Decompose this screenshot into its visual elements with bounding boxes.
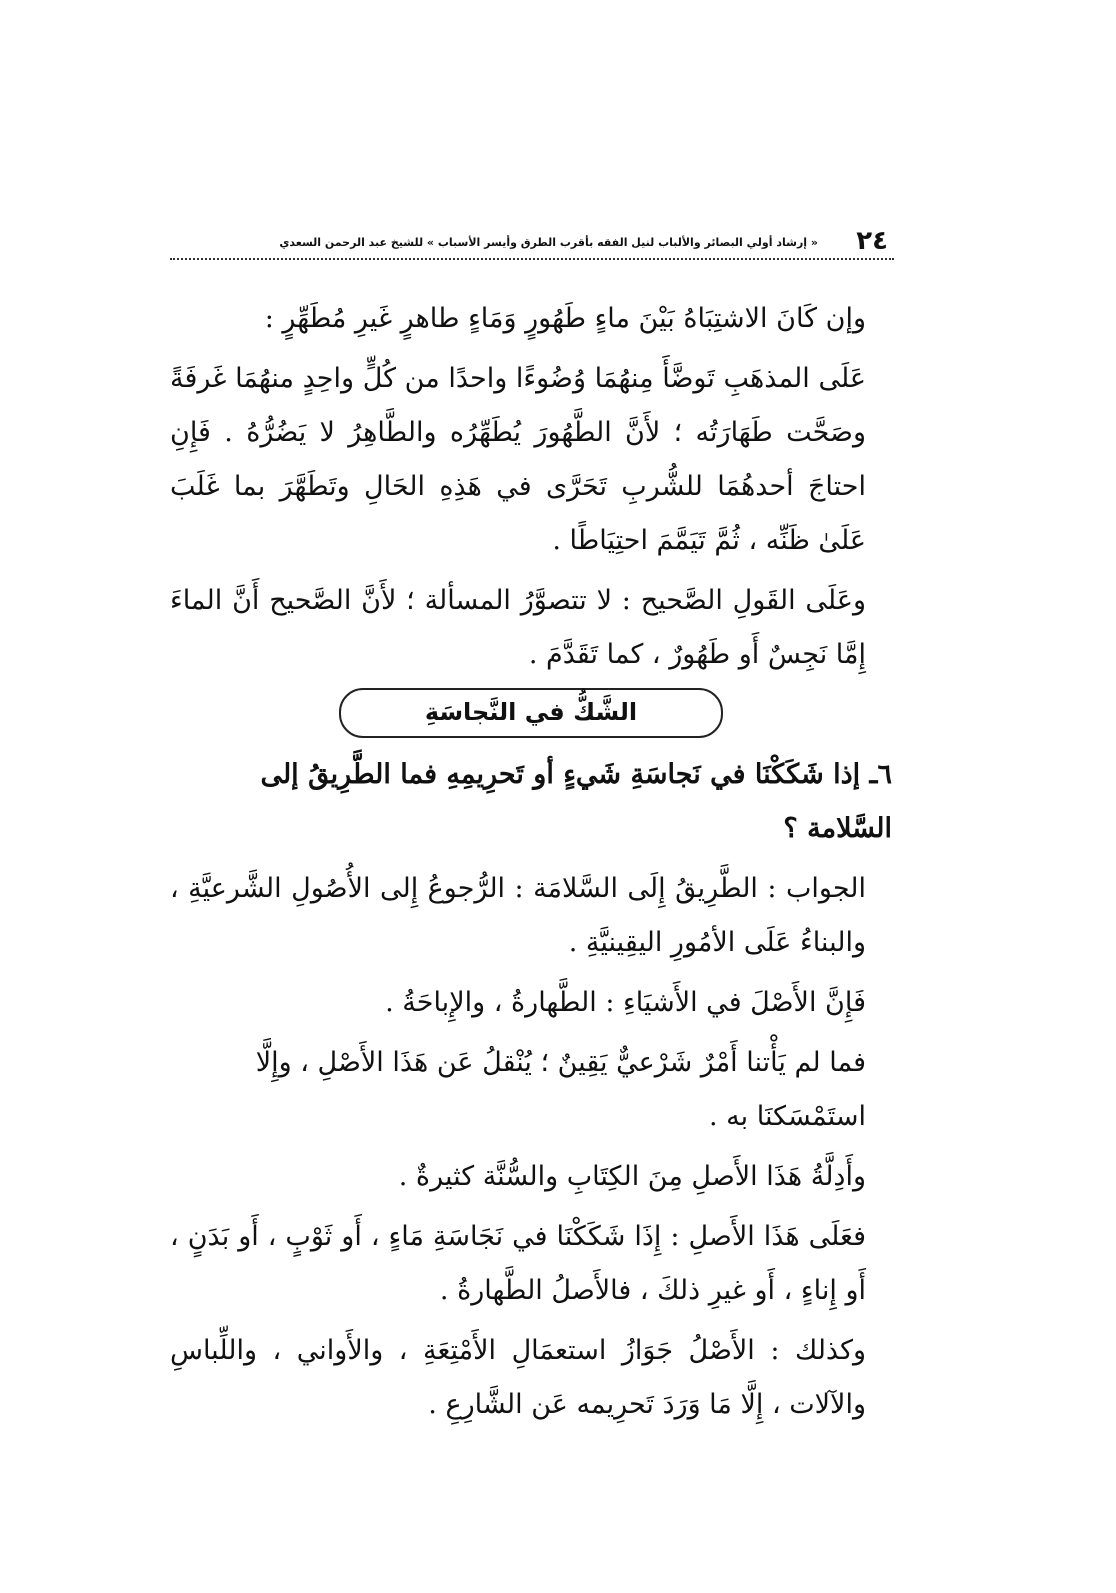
section-heading: الشَّكُّ في النَّجاسَةِ — [339, 688, 723, 738]
answer-paragraph: وكذلك : الأَصْلُ جَوَازُ استعمَالِ الأَمْتِعَةِ ، والأَواني ، واللِّباسِ والآلات ، إِلَّا مَا وَرَدَ تَحرِيمه عَن الشَّارِعِ . — [170, 1335, 866, 1420]
page-body — [170, 292, 892, 1438]
running-title: « إرشاد أولي البصائر والألباب لنيل الفقه بأقرب الطرق وأيسر الأسباب » للشيخ عبد الرحمن السعدي — [279, 236, 818, 249]
answer-paragraph: فعَلَى هَذَا الأَصلِ : إِذَا شَكَكْنَا في نَجَاسَةِ مَاءٍ ، أَو ثَوْبٍ ، أَو بَدَنٍ ، أَو إِناءٍ ، أَو غيرِ ذلكَ ، فالأَصلُ الطَّهارةُ . — [170, 1221, 866, 1306]
section-heading-wrapper — [170, 688, 892, 738]
paragraph-correct-opinion: وعَلَى القَولِ الصَّحيح : لا تتصوَّرُ المسألة ؛ لأَنَّ الصَّحيح أَنَّ الماءَ إِمَّا نَجِسٌ أَو طَهُورٌ ، كما تَقَدَّمَ . — [170, 585, 866, 670]
question-text: ٦ـ إذا شَكَكْنَا في نَجاسَةِ شَيءٍ أو تَحرِيمِهِ فما الطَّرِيقُ إلى السَّلامة ؟ — [260, 759, 892, 844]
answer-paragraph: وأَدِلَّةُ هَذَا الأَصلِ مِنَ الكِتَابِ والسُّنَّة كثيرةٌ . — [398, 1161, 866, 1192]
answer-paragraph: فَإِنَّ الأَصْلَ في الأَشيَاءِ : الطَّهارةُ ، والإِباحَةُ . — [385, 987, 866, 1018]
page-number: ٢٤ — [856, 226, 888, 256]
header-divider — [170, 258, 894, 260]
answer-paragraph: الجواب : الطَّرِيقُ إِلَى السَّلامَة : الرُّجوعُ إِلى الأُصُولِ الشَّرعيَّةِ ، والبناءُ عَلَى الأمُورِ اليقِينيَّةِ . — [170, 873, 866, 958]
paragraph-condition: وإن كَانَ الاشتِبَاهُ بَيْنَ ماءٍ طَهُورٍ وَمَاءٍ طاهرٍ غَيرِ مُطَهِّرٍ : — [264, 303, 866, 334]
answer-paragraph: فما لم يَأْتنا أَمْرٌ شَرْعيٌّ يَقِينٌ ؛ يُنْقلُ عَن هَذَا الأَصْلِ ، وإِلَّا استَمْسَكنَا به . — [255, 1047, 866, 1132]
paragraph-madhhab-ruling: عَلَى المذهَبِ تَوضَّأَ مِنهُمَا وُضُوءًا واحدًا من كُلٍّ واحِدٍ منهُمَا غَرفَةً وصَحَّت طَهَارَتُه ؛ لأَنَّ الطَّهُورَ يُطَهِّرُه والطَّاهِرُ لا يَضُرُّهُ . فَإِنِ احتاجَ أحدهُمَا للشُّربِ تَحَرَّى في هَذِهِ الحَالِ وتَطَهَّرَ بما غَلَبَ عَلَىٰ ظَنِّه ، ثُمَّ تَيَمَّمَ احتِيَاطًا . — [170, 363, 866, 556]
